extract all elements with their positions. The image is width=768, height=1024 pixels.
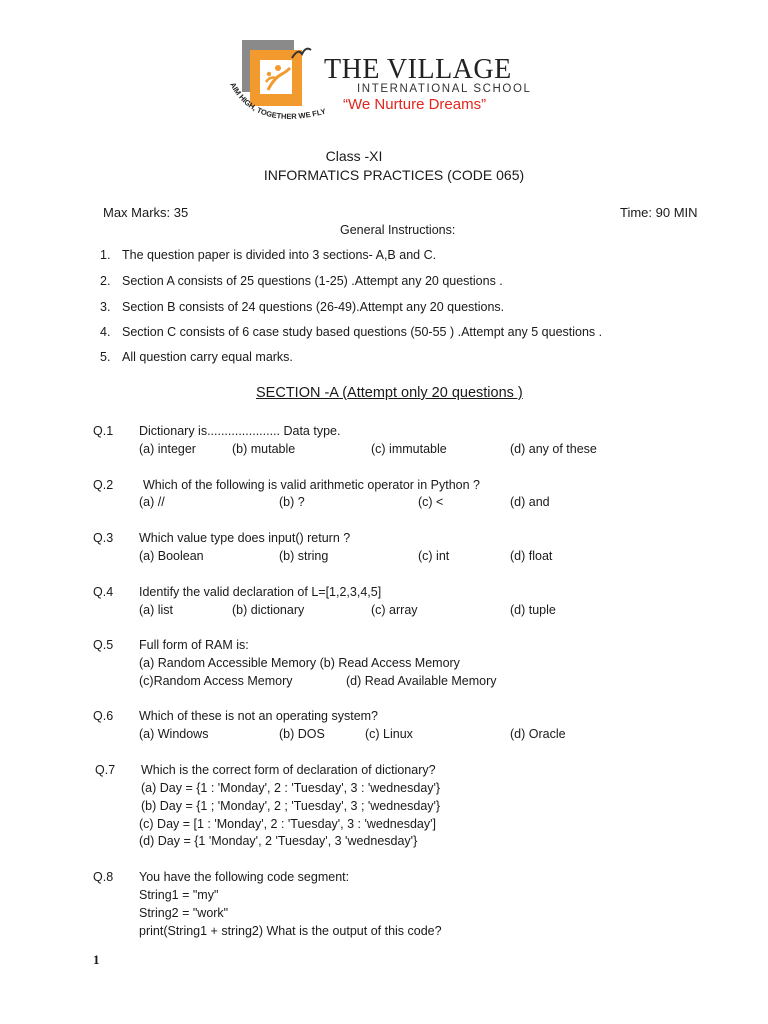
code-line: String2 = "work"	[139, 906, 229, 920]
question-text: Full form of RAM is:	[139, 638, 249, 652]
option-a: (a) list	[139, 603, 174, 617]
option-d: (d) any of these	[510, 442, 597, 456]
instruction-text: All question carry equal marks.	[122, 350, 293, 364]
question-number: Q.8	[93, 870, 114, 884]
option-c: (c)Random Access Memory	[139, 674, 293, 688]
option-b: (b) ?	[279, 495, 305, 509]
logo-tagline-arc	[224, 74, 334, 134]
code-line: String1 = "my"	[139, 888, 219, 902]
instruction-text: Section C consists of 6 case study based questions (50-55 ) .Attempt any 5 questions .	[122, 325, 603, 339]
option-b: (b) DOS	[279, 727, 325, 741]
question-text: Identify the valid declaration of L=[1,2,3,4,5]	[139, 585, 382, 599]
svg-text:AIM HIGH, TOGETHER WE FLY	[228, 81, 326, 121]
option-b: (b) mutable	[232, 442, 296, 456]
option-c: (c) Linux	[365, 727, 413, 741]
option-a: (a) Boolean	[139, 549, 204, 563]
option-a: (a) Windows	[139, 727, 209, 741]
school-subtitle: INTERNATIONAL SCHOOL	[357, 83, 532, 95]
section-a-heading: SECTION -A (Attempt only 20 questions )	[256, 385, 523, 401]
option-b: (b) string	[279, 549, 329, 563]
option-a-b: (a) Random Accessible Memory (b) Read Access Memory	[139, 656, 460, 670]
question-text: Which is the correct form of declaration of dictionary?	[141, 763, 436, 777]
instruction-item	[100, 248, 436, 262]
question-number: Q.6	[93, 709, 114, 723]
option-c: (c) Day = [1 : 'Monday', 2 : 'Tuesday', 3 : 'wednesday']	[139, 817, 436, 831]
option-d: (d) float	[510, 549, 553, 563]
question-text: Which value type does input() return ?	[139, 531, 351, 545]
instruction-item	[100, 274, 503, 288]
page-number: 1	[93, 952, 100, 967]
code-line: print(String1 + string2) What is the output of this code?	[139, 924, 442, 938]
option-d: (d) Read Available Memory	[346, 674, 497, 688]
instruction-number: 2.	[100, 274, 111, 288]
instruction-text: The question paper is divided into 3 sections- A,B and C.	[122, 248, 437, 262]
option-d: (d) tuple	[510, 603, 556, 617]
subject-title: INFORMATICS PRACTICES (CODE 065)	[263, 167, 525, 183]
option-b: (b) dictionary	[232, 603, 305, 617]
option-a: (a) //	[139, 495, 165, 509]
school-motto: “We Nurture Dreams”	[343, 96, 487, 113]
question-number: Q.5	[93, 638, 114, 652]
question-text: Which of the following is valid arithmetic operator in Python ?	[143, 478, 480, 492]
question-text: Dictionary is..................... Data type.	[139, 424, 341, 438]
instruction-number: 5.	[100, 350, 111, 364]
bird-icon	[290, 44, 312, 66]
class-title: Class -XI	[325, 148, 383, 164]
option-c: (c) int	[418, 549, 450, 563]
instruction-item	[100, 300, 504, 314]
question-number: Q.1	[93, 424, 114, 438]
question-text: Which of these is not an operating system?	[139, 709, 379, 723]
instruction-text: Section A consists of 25 questions (1-25) .Attempt any 20 questions .	[122, 274, 503, 288]
question-number: Q.3	[93, 531, 114, 545]
option-d: (d) Oracle	[510, 727, 566, 741]
option-d: (d) and	[510, 495, 550, 509]
option-c: (c) immutable	[371, 442, 447, 456]
option-b: (b) Day = {1 ; 'Monday', 2 ; 'Tuesday', 3 ; 'wednesday'}	[141, 799, 441, 813]
max-marks: Max Marks: 35	[103, 205, 189, 220]
instruction-number: 3.	[100, 300, 111, 314]
instruction-number: 4.	[100, 325, 111, 339]
school-name: THE VILLAGE	[324, 54, 512, 85]
option-d: (d) Day = {1 'Monday', 2 'Tuesday', 3 'wednesday'}	[139, 834, 418, 848]
instruction-number: 1.	[100, 248, 111, 262]
question-number: Q.2	[93, 478, 114, 492]
question-text: You have the following code segment:	[139, 870, 350, 884]
option-c: (c) array	[371, 603, 418, 617]
instruction-text: Section B consists of 24 questions (26-49).Attempt any 20 questions.	[122, 300, 505, 314]
instruction-item	[100, 325, 602, 339]
general-instructions-title: General Instructions:	[340, 223, 456, 237]
option-c: (c) <	[418, 495, 444, 509]
logo-tagline-text: AIM HIGH, TOGETHER WE FLY	[228, 80, 327, 121]
question-number: Q.4	[93, 585, 114, 599]
exam-time: Time: 90 MIN	[620, 205, 698, 220]
question-number: Q.7	[95, 763, 116, 777]
option-a: (a) Day = {1 : 'Monday', 2 : 'Tuesday', 3 : 'wednesday'}	[141, 781, 441, 795]
instruction-item	[100, 350, 293, 364]
option-a: (a) integer	[139, 442, 196, 456]
